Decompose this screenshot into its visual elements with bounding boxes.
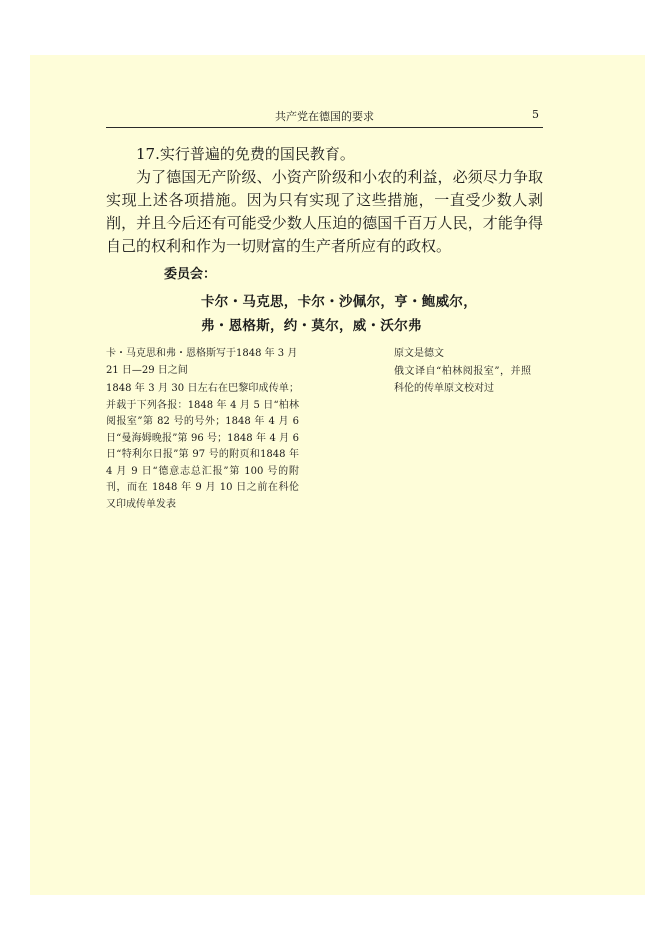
committee-members-line-2: 弗・恩格斯，约・莫尔，威・沃尔弗	[201, 318, 422, 334]
point-17-paragraph: 17.实行普遍的免费的国民教育。	[136, 145, 355, 163]
committee-members-line-1: 卡尔・马克思，卡尔・沙佩尔，亨・鲍威尔，	[201, 294, 477, 310]
note-written-date: 卡・马克思和弗・恩格斯写于1848 年 3 月 21 日—29 日之间	[106, 348, 298, 376]
running-title: 共产党在德国的要求	[275, 110, 374, 123]
page-number: 5	[532, 108, 539, 121]
note-original-language: 原文是德文	[394, 348, 444, 359]
main-paragraph: 为了德国无产阶级、小资产阶级和小农的利益，必须尽力争取实现上述各项措施。因为只有实现了这些措施，一直受少数人剥削，并且今后还有可能受少数人压迫的德国千百万人民，才能争得自己的权利和作为一切财富的生产者所应有的政权。	[106, 168, 543, 255]
committee-label: 委员会：	[164, 267, 217, 282]
note-publication-history: 1848 年 3 月 30 日左右在巴黎印成传单；并载于下列各报：1848 年 4 月 5 日“柏林阅报室”第 82 号的号外；1848 年 4 月 6 日“曼海姆晚报”第 96 号；1848 年 4 月 6 日“特利尔日报”第 97 号的附页和1848 年 4 月 9 日“德意志总汇报”第 100 号的附刊，而在 1848 年 9 月 10 日之前在科伦又印成传单发表	[106, 383, 299, 510]
header-rule	[106, 127, 543, 128]
note-translation-source: 俄文译自“柏林阅报室”，并照科伦的传单原文校对过	[394, 366, 531, 394]
